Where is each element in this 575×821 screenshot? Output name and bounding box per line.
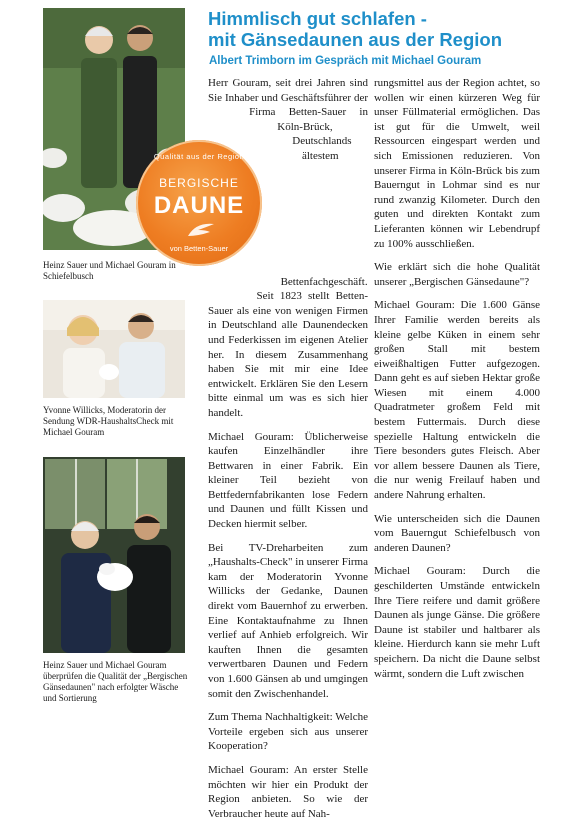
paragraph: Michael Gouram: Die 1.600 Gänse Ihrer Familie werden bereits als kleine gelbe Küken in einem sehr großen Stall mit bestem eiweißhaltigen Futter aufgezogen. Dann geht es auf sieben Hektar große Wiesen mit einem 4.000 Quadratmeter großem Feld mit bestem Futtermais. Durch diese spezielle Haltung entwickeln die Tiere besonders gutes Fleisch. Aber vor allem bessere Daunen als Tiere, die nur wenig Freilauf haben und andere Nahrung erhalten.	[374, 299, 540, 502]
photo-tv-presenter	[43, 300, 185, 398]
paragraph: Bei TV-Dreharbeiten zum „Haushalts-Check" in unserer Firma kam der Moderatorin Yvonne Willicks der Gedanke, Daunen direkt vom Bauernhof zu erwerben. Eine Kontaktaufnahme zu Ihnen verlief auf Anhieb erfolgreich. Wir kauften Ihnen die gesamten verwertbaren Daunen und Federn von 1.600 Gänsen ab und umgingen somit den Zwischenhandel.	[208, 541, 368, 700]
title-line-1: Himmlisch gut schlafen -	[208, 8, 427, 29]
paragraph: Michael Gouram: Durch die geschilderten Umstände entwickeln Ihre Tiere reifere und damit größere Daunen als junge Gänse. Die größere Daune ist stabiler und haltbarer als kleine. Hierdurch kann sie mehr Luft speichern. Da nicht die Daune selbst wärmt, sondern die Luft zwischen	[374, 565, 540, 680]
photo-tv-presenter-illustration	[43, 300, 185, 398]
photo-quality-check-illustration	[43, 457, 185, 653]
paragraph: Michael Gouram: An erster Stelle möchten wir hier ein Produkt der Region anbieten. So wie der Verbraucher heute auf Nah-	[208, 763, 368, 820]
article-subtitle: Albert Trimborn im Gespräch mit Michael Gouram	[209, 55, 482, 67]
article-title	[208, 8, 568, 50]
badge-word-2: DAUNE	[153, 192, 245, 219]
feather-icon	[186, 220, 216, 238]
paragraph: Michael Gouram: Üblicherweise kaufen Einzelhändler ihre Bettwaren in einer Fabrik. Ein kleiner Teil bezieht von Bettfedernfabrikanten lose Federn und Daunen und füllt Kissen und Decken hiermit selber.	[208, 430, 368, 531]
title-line-2: mit Gänsedaunen aus der Region	[208, 29, 503, 50]
paragraph: Zum Thema Nachhaltigkeit: Welche Vorteile ergeben sich aus unserer Kooperation?	[208, 711, 368, 753]
photo-quality-check	[43, 457, 185, 653]
caption-photo-1: Heinz Sauer und Michael Gouram in Schiefelbusch	[43, 260, 176, 281]
caption-photo-2: Yvonne Willicks, Moderatorin der Sendung WDR-HaushaltsCheck mit Michael Gouram	[43, 405, 174, 437]
paragraph-text: Herr Gouram, seit drei Jahren sind Sie Inhaber und Geschäftsführer der Firma Betten-Sauer in Köln-Brück, Deutschlands ältestem Bettenfachgeschäft. Seit 1823 stellt Betten-Sauer als eine von wenigen Firmen in Deutschland alle Daunendecken und Federkissen im eigenen Atelier her. In diesem Zusammenhang haben Sie mit mir eine Idee entwickelt. Erklären Sie den Lesern bitte einmal um was es sich hier handelt.	[208, 77, 368, 419]
bergische-daune-badge	[136, 140, 262, 266]
badge-bottom-text: von Betten-Sauer	[169, 244, 229, 253]
badge-top-text: Qualität aus der Region	[153, 152, 245, 161]
article-column-2	[374, 76, 540, 681]
paragraph: Wie unterscheiden sich die Daunen vom Bauerngut Schiefelbusch von anderen Daunen?	[374, 512, 540, 554]
caption-photo-3: Heinz Sauer und Michael Gouram überprüfen die Qualität der „Bergischen Gänsedaunen" nach erfolgter Wäsche und Sortierung	[43, 660, 188, 703]
paragraph: Wie erklärt sich die hohe Qualität unserer „Bergischen Gänsedaune"?	[374, 261, 540, 288]
badge-word-1: BERGISCHE	[159, 176, 239, 190]
paragraph: rungsmittel aus der Region achtet, so wollen wir einen kürzeren Weg für unser Füllmaterial ermöglichen. Das ist gut für die Umwelt, weil Ressourcen eingespart werden und sich Emissionen reduzieren. Von unserer Firma in Köln-Brück bis zum Bauerngut in Lohmar sind es nur rund zwanzig Kilometer. Durch den guten und direkten Kontakt zum Lieferanten können wir Lebendrupf zu 100% ausschließen.	[374, 77, 540, 250]
